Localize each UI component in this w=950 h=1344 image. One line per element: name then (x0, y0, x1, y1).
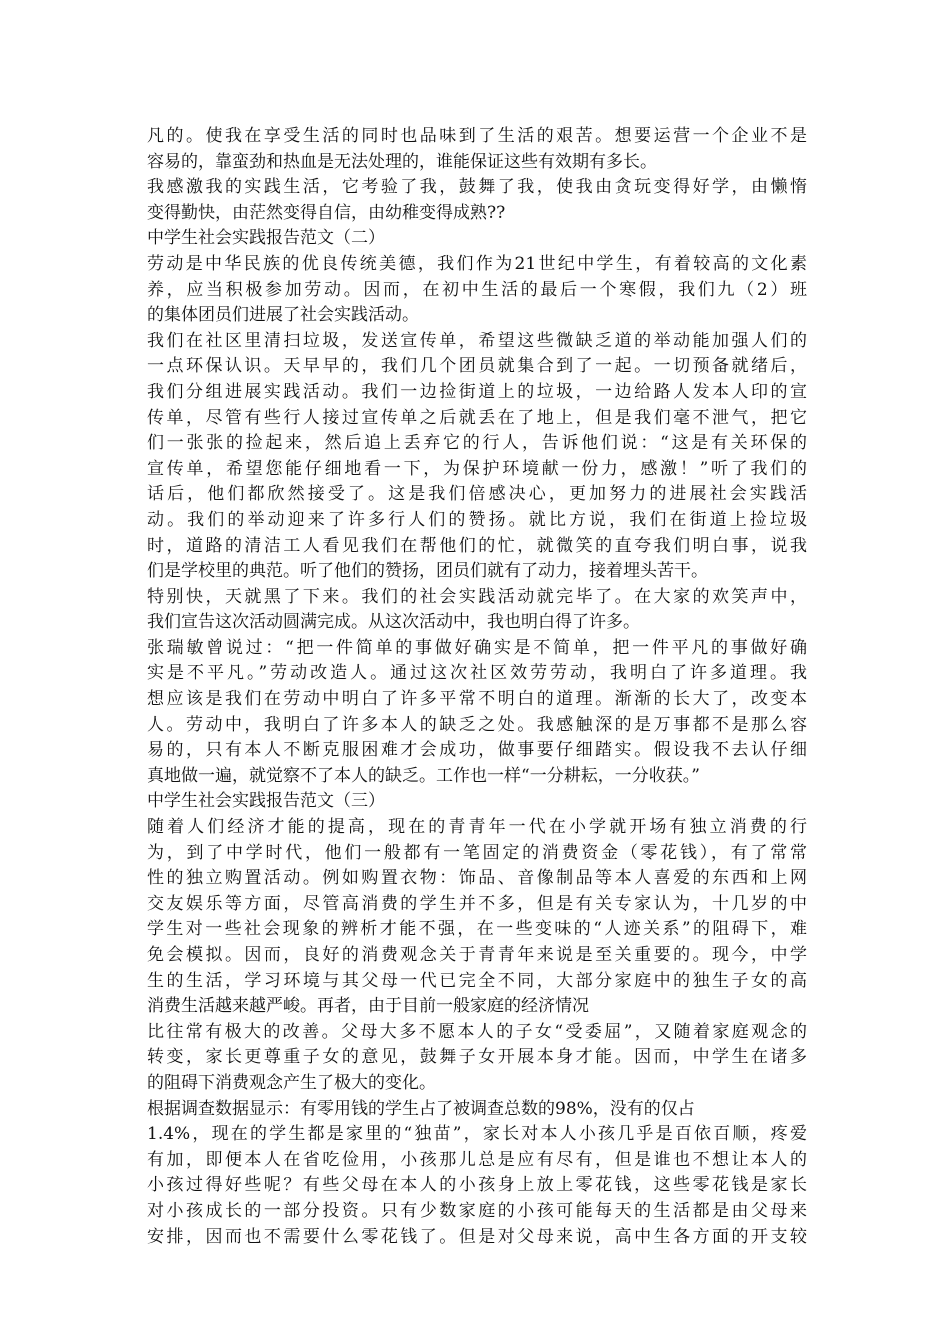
text-line: 们是学校里的典范。听了他们的赞扬，团员们就有了动力，接着埋头苦干。 (147, 561, 708, 582)
text-line: 小孩过得好些呢？有些父母在本人的小孩身上放上零花钱，这些零花钱是家长 (147, 1175, 807, 1196)
text-line: 一点环保认识。天早早的，我们几个团员就集合到了一起。一切预备就绪后， (147, 356, 807, 377)
text-line: 比往常有极大的改善。父母大多不愿本人的子女“受委屈”，又随着家庭观念的 (147, 1021, 807, 1042)
text-line: 的阻碍下消费观念产生了极大的变化。 (147, 1072, 436, 1093)
text-line: 容易的，靠蛮劲和热血是无法处理的，谁能保证这些有效期有多长。 (147, 151, 657, 172)
text-line: 动。我们的举动迎来了许多行人们的赞扬。就比方说，我们在街道上捡垃圾 (147, 509, 807, 530)
text-line: 有加，即便本人在省吃俭用，小孩那儿总是应有尽有，但是谁也不想让本人的 (147, 1149, 807, 1170)
text-line: 时，道路的清洁工人看见我们在帮他们的忙，就微笑的直夸我们明白事，说我 (147, 535, 807, 556)
text-line: 根据调查数据显示：有零用钱的学生占了被调查总数的98%，没有的仅占 (147, 1098, 695, 1119)
text-line: 易的，只有本人不断克服困难才会成功，做事要仔细踏实。假设我不去认仔细 (147, 740, 807, 761)
text-line: 变得勤快，由茫然变得自信，由幼稚变得成熟?? (147, 202, 506, 223)
text-line: 我们在社区里清扫垃圾，发送宣传单，希望这些微缺乏道的举动能加强人们的 (147, 330, 807, 351)
text-line: 生的生活，学习环境与其父母一代已完全不同，大部分家庭中的独生子女的高 (147, 970, 807, 991)
text-line: 凡的。使我在享受生活的同时也品味到了生活的艰苦。想要运营一个企业不是 (147, 126, 807, 146)
text-line: 真地做一遍，就觉察不了本人的缺乏。工作也一样“一分耕耘，一分收获。” (147, 765, 700, 786)
text-line: 宣传单，希望您能仔细地看一下，为保护环境献一份力，感激！”听了我们的 (147, 458, 807, 479)
section-heading: 中学生社会实践报告范文（二） (147, 228, 385, 249)
text-line: 1.4%，现在的学生都是家里的“独苗”，家长对本人小孩几乎是百依百顺，疼爱 (147, 1124, 807, 1145)
text-line: 性的独立购置活动。例如购置衣物：饰品、音像制品等本人喜爱的东西和上网 (147, 868, 807, 889)
text-line: 我们分组进展实践活动。我们一边捡街道上的垃圾，一边给路人发本人印的宣 (147, 381, 807, 402)
text-line: 话后，他们都欣然接受了。这是我们倍感决心，更加努力的进展社会实践活 (147, 484, 807, 505)
text-line: 消费生活越来越严峻。再者，由于目前一般家庭的经济情况 (147, 996, 589, 1017)
text-line: 实是不平凡。”劳动改造人。通过这次社区效劳劳动，我明白了许多道理。我 (147, 663, 807, 684)
text-line: 我们宣告这次活动圆满完成。从这次活动中，我也明白得了许多。 (147, 612, 640, 633)
text-line: 转变，家长更尊重子女的意见，鼓舞子女开展本身才能。因而，中学生在诸多 (147, 1047, 807, 1068)
text-line: 传单，尽管有些行人接过宣传单之后就丢在了地上，但是我们毫不泄气，把它 (147, 407, 807, 428)
text-line: 对小孩成长的一部分投资。只有少数家庭的小孩可能每天的生活都是由父母来 (147, 1200, 807, 1221)
text-line: 随着人们经济才能的提高，现在的青青年一代在小学就开场有独立消费的行 (147, 817, 807, 838)
text-line: 特别快，天就黑了下来。我们的社会实践活动就完毕了。在大家的欢笑声中， (147, 586, 807, 607)
text-line: 为，到了中学时代，他们一般都有一笔固定的消费资金（零花钱），有了常常 (147, 842, 807, 863)
text-line: 我感激我的实践生活，它考验了我，鼓舞了我，使我由贪玩变得好学，由懒惰 (147, 177, 807, 198)
text-line: 人。劳动中，我明白了许多本人的缺乏之处。我感触深的是万事都不是那么容 (147, 714, 807, 735)
text-line: 们一张张的捡起来，然后追上丢弃它的行人，告诉他们说：“这是有关环保的 (147, 433, 807, 454)
section-heading: 中学生社会实践报告范文（三） (147, 791, 385, 812)
text-line: 劳动是中华民族的优良传统美德，我们作为21世纪中学生，有着较高的文化素 (147, 253, 807, 274)
text-line: 交友娱乐等方面，尽管高消费的学生并不多，但是有关专家认为，十几岁的中 (147, 893, 807, 914)
text-line: 的集体团员们进展了社会实践活动。 (147, 305, 419, 326)
text-line: 养，应当积极参加劳动。因而，在初中生活的最后一个寒假，我们九（2）班 (147, 279, 807, 300)
text-line: 学生对一些社会现象的辨析才能不强，在一些变味的“人迹关系”的阻碍下，难 (147, 919, 807, 940)
text-line: 安排，因而也不需要什么零花钱了。但是对父母来说，高中生各方面的开支较 (147, 1226, 807, 1247)
text-line: 张瑞敏曾说过：“把一件简单的事做好确实是不简单，把一件平凡的事做好确 (147, 637, 807, 658)
document-body (147, 124, 807, 1250)
text-line: 免会模拟。因而，良好的消费观念关于青青年来说是至关重要的。现今，中学 (147, 945, 807, 965)
text-line: 想应该是我们在劳动中明白了许多平常不明白的道理。渐渐的长大了，改变本 (147, 689, 807, 710)
